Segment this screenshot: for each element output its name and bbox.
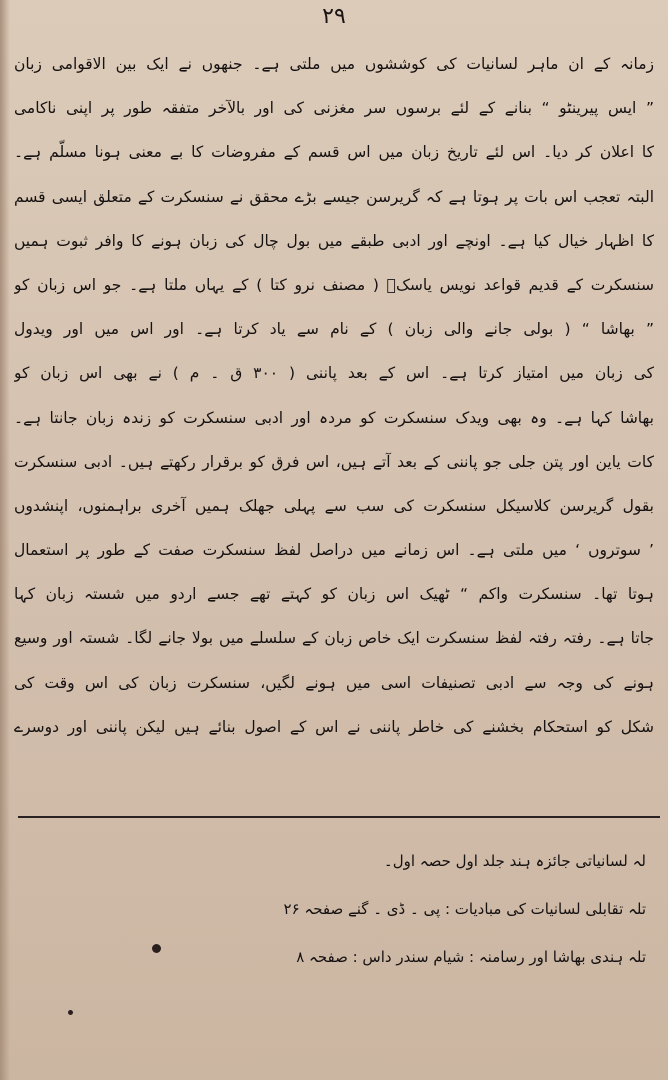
text-line: زمانہ کے ان ماہر لسانیات کی کوششوں میں ملتی ہے۔ جنھوں نے ایک بین الاقوامی زبان	[14, 55, 654, 73]
ink-speck	[152, 944, 161, 953]
text-line: شکل کو استحکام بخشنے کی خاطر پاننی نے اس کے اصول بنائے ہیں لیکن پاننی اور دوسرے	[14, 717, 654, 736]
text-line: کا اعلان کر دیا۔ اس لئے تاریخ زبان میں اس قسم کے مفروضات کا بے معنی ہونا مسلّم ہے۔	[14, 143, 654, 162]
text-line: ’ سوتروں ‘ میں ملتی ہے۔ اس زمانے میں دراصل لفظ سنسکرت صفت کے طور پر استعمال	[14, 541, 654, 560]
footnote-3: تلہ ہندی بھاشا اور رسامنہ : شیام سندر داس : صفحہ ۸	[296, 948, 646, 966]
text-line: ہونے کی وجہ سے ادبی تصنیفات اسی میں ہونے لگیں، سنسکرت زبان کی اس وقت کی	[14, 673, 654, 692]
page-number: ۲۹	[322, 4, 346, 29]
text-line: کی زبان میں امتیاز کرتا ہے۔ اس کے بعد پاننی ( ۳۰۰ ق ۔ م ) نے بھی اس زبان کو	[14, 364, 654, 383]
text-line: کا اظہار خیال کیا ہے۔ اونچے اور ادبی طبقے میں بول چال کی زبان ہونے کا وافر ثبوت ہمیں	[14, 231, 654, 250]
text-line: جاتا ہے۔ رفتہ رفتہ لفظ سنسکرت ایک خاص زبان کے سلسلے میں بولا جانے لگا۔ شستہ اور وسیع	[14, 629, 654, 648]
footnote-1: لہ لسانیاتی جائزہ ہند جلد اول حصہ اول۔	[383, 852, 646, 870]
text-line: کات یاین اور پتن جلی جو پاننی کے بعد آتے ہیں، اس فرق کو برقرار رکھتے ہیں۔ ادبی سنسکرت	[14, 452, 654, 471]
footnote-divider	[18, 816, 660, 818]
text-line: سنسکرت کے قدیم قواعد نویس یاسکؔ ( مصنف نرو کتا ) کے یہاں ملتا ہے۔ جو اس زبان کو	[14, 275, 654, 294]
text-line: بقول گریرسن کلاسیکل سنسکرت کی سب سے پہلی جھلک ہمیں آخری براہمنوں، اپنشدوں	[14, 496, 654, 515]
text-line: بھاشا کہا ہے۔ وہ بھی ویدک سنسکرت کو مردہ اور ادبی سنسکرت کو زندہ زبان جانتا ہے۔	[14, 408, 654, 427]
footnote-2: تلہ تقابلی لسانیات کی مبادیات : پی ۔ ڈی ۔ گنے صفحہ ۲۶	[283, 900, 646, 918]
text-line: ” بھاشا “ ( بولی جانے والی زبان ) کے نام سے یاد کرتا ہے۔ اور اس میں اور ویدول	[14, 320, 654, 339]
body-text	[14, 42, 654, 749]
ink-speck	[68, 1010, 73, 1015]
text-line: ” ایس پیرینٹو “ بنانے کے لئے برسوں سر مغزنی کی اور بالآخر متفقہ طور پر اپنی ناکامی	[14, 99, 654, 118]
footnotes	[86, 838, 646, 982]
text-line: البتہ تعجب اس بات پر ہوتا ہے کہ گریرسن جیسے بڑے محقق نے سنسکرت کے متعلق ایسی قسم	[14, 187, 654, 206]
text-line: ہوتا تھا۔ سنسکرت واکم “ ٹھیک اس زبان کو کہتے تھے جسے اردو میں شستہ زبان کہا	[14, 585, 654, 604]
